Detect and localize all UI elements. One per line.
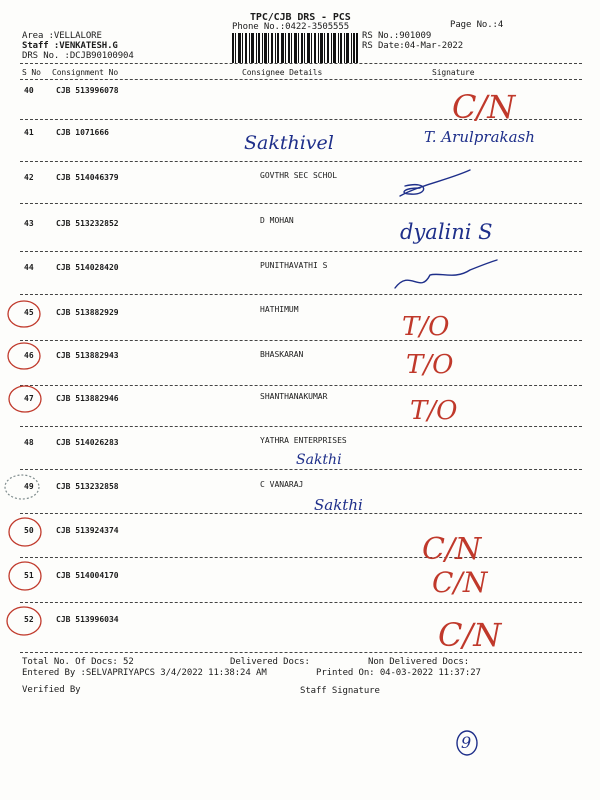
signature-sakthi-49: Sakthi	[314, 496, 363, 514]
verified-by: Verified By	[22, 685, 81, 695]
row-sno: 44	[24, 263, 34, 272]
row-consignee: SHANTHANAKUMAR	[260, 392, 328, 401]
row-consignment: CJB 514028420	[56, 263, 119, 272]
circle-mark-51	[9, 562, 41, 590]
row-consignment: CJB 513232852	[56, 219, 119, 228]
cn-mark-51: C/N	[432, 566, 488, 599]
row-consignment: CJB 513882943	[56, 351, 119, 360]
row-consignment: CJB 514046379	[56, 173, 119, 182]
row-consignment: CJB 514004170	[56, 571, 119, 580]
signature-stroke-44	[395, 260, 497, 288]
to-mark-46: T/O	[406, 350, 454, 380]
col-header-consignment: Consignment No	[52, 68, 119, 77]
col-header-sno: S No	[22, 68, 41, 77]
signature-arulprakash: T. Arulprakash	[424, 128, 535, 146]
staff-label: Staff :VENKATESH.G	[22, 41, 118, 51]
area-label: Area :VELLALORE	[22, 31, 102, 41]
circle-mark-47	[9, 386, 41, 412]
delivered-docs: Delivered Docs:	[230, 657, 310, 667]
row-consignee: PUNITHAVATHI S	[260, 261, 328, 270]
circle-mark-45	[8, 301, 40, 327]
cn-mark-40: C/N	[452, 88, 516, 126]
circle-mark-50	[9, 518, 41, 546]
row-sno: 51	[24, 571, 34, 580]
row-consignee: D MOHAN	[260, 216, 294, 225]
circle-mark-49	[5, 475, 39, 499]
phone-number: Phone No.:0422-3505555	[232, 22, 350, 32]
row-consignment: CJB 513232858	[56, 482, 119, 491]
row-sno: 42	[24, 173, 34, 182]
col-header-consignee: Consignee Details	[242, 68, 323, 77]
to-mark-45: T/O	[402, 312, 450, 342]
circle-mark-52	[7, 607, 41, 635]
row-consignee: C VANARAJ	[260, 480, 304, 489]
rs-date: RS Date:04-Mar-2022	[362, 41, 464, 51]
signature-stroke-42	[400, 170, 470, 196]
document-title: TPC/CJB DRS - PCS	[250, 12, 351, 23]
row-sno: 46	[24, 351, 34, 360]
row-consignee: HATHIMUM	[260, 305, 299, 314]
row-sno: 41	[24, 128, 34, 137]
row-consignee: BHASKARAN	[260, 350, 304, 359]
non-delivered-docs: Non Delivered Docs:	[368, 657, 470, 667]
cn-mark-52: C/N	[438, 616, 502, 654]
page-number: Page No.:4	[450, 20, 504, 30]
signature-sakthi-48: Sakthi	[296, 452, 342, 468]
row-consignment: CJB 513996034	[56, 615, 119, 624]
row-consignment: CJB 513996078	[56, 86, 119, 95]
row-consignment: CJB 513882946	[56, 394, 119, 403]
entered-by: Entered By :SELVAPRIYAPCS 3/4/2022 11:38:24 AM	[22, 668, 267, 678]
row-consignment: CJB 513882929	[56, 308, 119, 317]
col-header-signature: Signature	[432, 68, 475, 77]
drs-number: DRS No. :DCJB90100904	[22, 51, 134, 61]
row-sno: 52	[24, 615, 34, 624]
row-consignment: CJB 514026283	[56, 438, 119, 447]
to-mark-47: T/O	[410, 396, 458, 426]
rs-number: RS No.:901009	[362, 31, 432, 41]
row-sno: 43	[24, 219, 34, 228]
row-sno: 48	[24, 438, 34, 447]
circle-mark-46	[8, 343, 40, 369]
row-consignment: CJB 1071666	[56, 128, 109, 137]
row-sno: 40	[24, 86, 34, 95]
row-sno: 45	[24, 308, 34, 317]
row-consignee: YATHRA ENTERPRISES	[260, 436, 347, 445]
staff-signature-label: Staff Signature	[300, 686, 380, 696]
page-mark-number: 9	[461, 733, 472, 752]
signature-dyalini: dyalini S	[400, 220, 493, 244]
row-consignment: CJB 513924374	[56, 526, 119, 535]
row-consignee: GOVTHR SEC SCHOL	[260, 171, 338, 180]
row-sno: 49	[24, 482, 34, 491]
row-sno: 50	[24, 526, 34, 535]
cn-mark-50: C/N	[422, 532, 482, 567]
signature-sakthivel: Sakthivel	[244, 132, 334, 154]
row-sno: 47	[24, 394, 34, 403]
total-docs: Total No. Of Docs: 52	[22, 657, 134, 667]
printed-on: Printed On: 04-03-2022 11:37:27	[316, 668, 481, 678]
